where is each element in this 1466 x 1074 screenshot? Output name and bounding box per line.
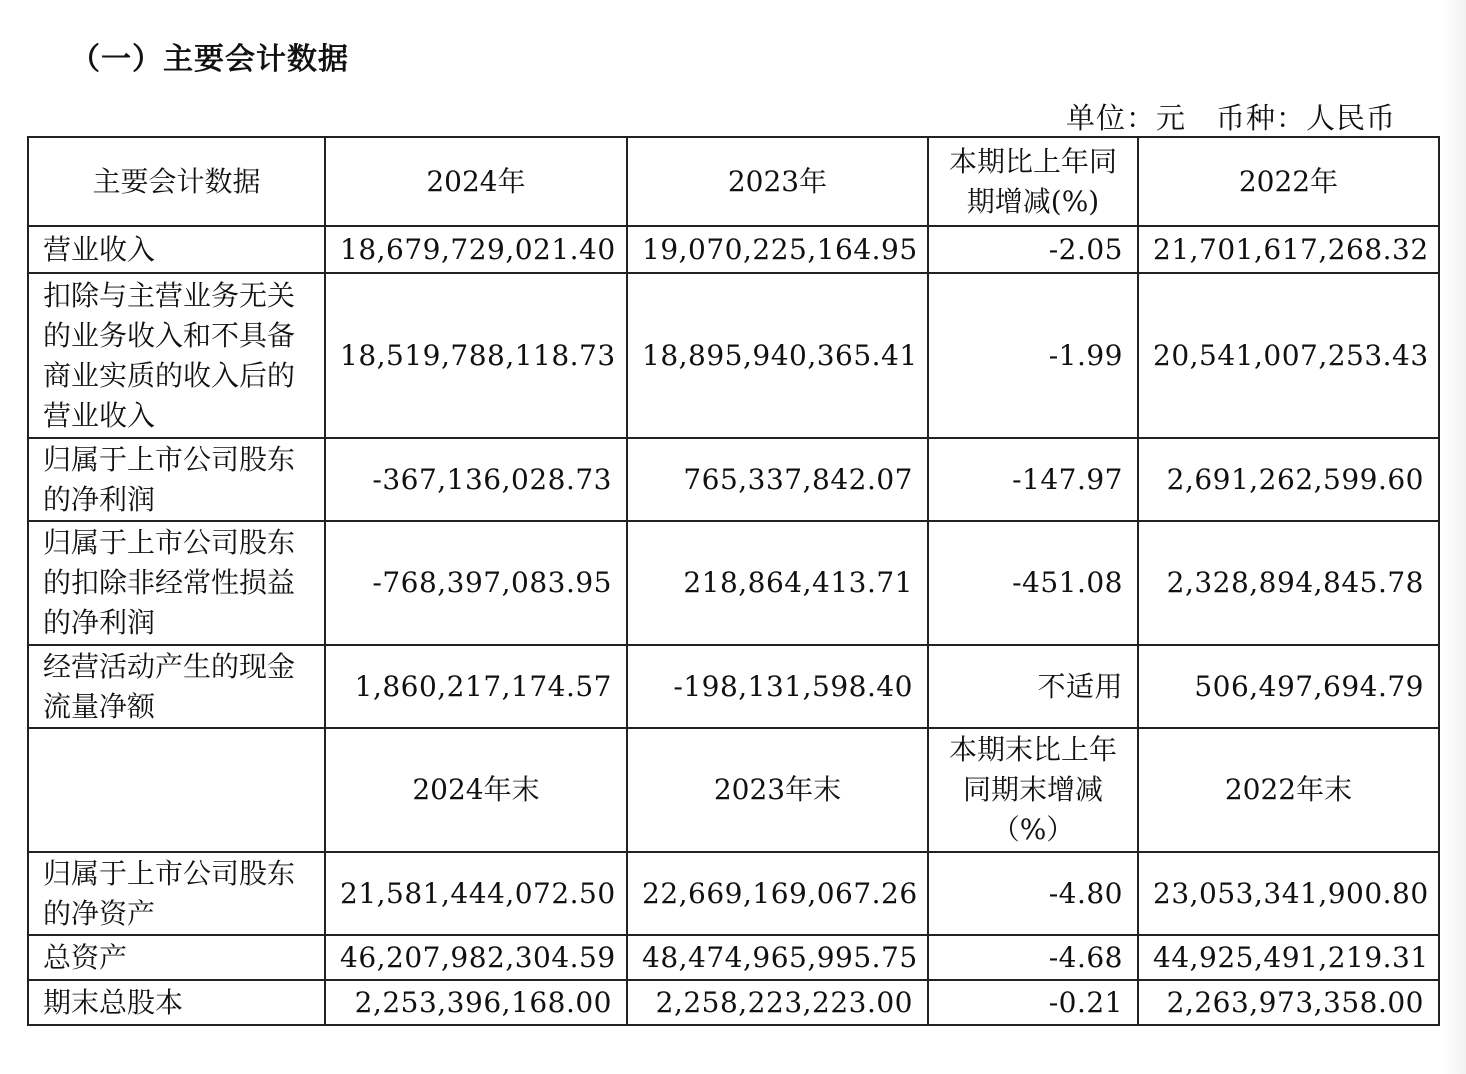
unit-currency-note xyxy=(1066,96,1396,137)
row-label: 归属于上市公司股东的扣除非经常性损益的净利润 xyxy=(28,521,325,645)
cell-2022: 2,328,894,845.78 xyxy=(1138,521,1439,645)
cell-2023: 2,258,223,223.00 xyxy=(627,980,928,1025)
cell-2023: 218,864,413.71 xyxy=(627,521,928,645)
subheader-change: 本期末比上年同期末增减（%） xyxy=(928,728,1138,852)
table-header-row xyxy=(28,137,1439,226)
cell-2024: 2,253,396,168.00 xyxy=(325,980,627,1025)
cell-2022: 2,691,262,599.60 xyxy=(1138,438,1439,521)
cell-2022: 23,053,341,900.80 xyxy=(1138,852,1439,935)
cell-2024: 46,207,982,304.59 xyxy=(325,935,627,980)
cell-change: -147.97 xyxy=(928,438,1138,521)
cell-2023: 48,474,965,995.75 xyxy=(627,935,928,980)
header-change: 本期比上年同期增减(%) xyxy=(928,137,1138,226)
cell-change: -0.21 xyxy=(928,980,1138,1025)
table-subheader-row xyxy=(28,728,1439,852)
header-2024: 2024年 xyxy=(325,137,627,226)
cell-2024: 18,679,729,021.40 xyxy=(325,226,627,273)
header-2023: 2023年 xyxy=(627,137,928,226)
header-2022: 2022年 xyxy=(1138,137,1439,226)
section-title: （一）主要会计数据 xyxy=(70,42,349,77)
row-label: 期末总股本 xyxy=(28,980,325,1025)
cell-2024: -768,397,083.95 xyxy=(325,521,627,645)
main-accounting-data-table xyxy=(27,136,1440,1026)
subheader-2023: 2023年末 xyxy=(627,728,928,852)
cell-2024: 18,519,788,118.73 xyxy=(325,273,627,438)
cell-2022: 44,925,491,219.31 xyxy=(1138,935,1439,980)
unit-label: 单位：元 xyxy=(1065,101,1186,135)
cell-change: -451.08 xyxy=(928,521,1138,645)
cell-2023: 19,070,225,164.95 xyxy=(627,226,928,273)
table-row xyxy=(28,935,1439,980)
row-label: 总资产 xyxy=(28,935,325,980)
subheader-item xyxy=(28,728,325,852)
currency-label: 币种：人民币 xyxy=(1215,101,1396,135)
page-edge-shade xyxy=(1444,0,1466,1074)
table-row xyxy=(28,273,1439,438)
cell-2023: 22,669,169,067.26 xyxy=(627,852,928,935)
cell-2024: -367,136,028.73 xyxy=(325,438,627,521)
cell-change: -1.99 xyxy=(928,273,1138,438)
subheader-2024: 2024年末 xyxy=(325,728,627,852)
cell-2023: 765,337,842.07 xyxy=(627,438,928,521)
cell-change: -4.68 xyxy=(928,935,1138,980)
table-row xyxy=(28,645,1439,728)
table-row xyxy=(28,438,1439,521)
table-row xyxy=(28,226,1439,273)
cell-2022: 20,541,007,253.43 xyxy=(1138,273,1439,438)
cell-change: 不适用 xyxy=(928,645,1138,728)
cell-2022: 2,263,973,358.00 xyxy=(1138,980,1439,1025)
table-row xyxy=(28,521,1439,645)
row-label: 归属于上市公司股东的净资产 xyxy=(28,852,325,935)
cell-2023: 18,895,940,365.41 xyxy=(627,273,928,438)
table-row xyxy=(28,980,1439,1025)
cell-2022: 506,497,694.79 xyxy=(1138,645,1439,728)
row-label: 归属于上市公司股东的净利润 xyxy=(28,438,325,521)
table-row xyxy=(28,852,1439,935)
subheader-2022: 2022年末 xyxy=(1138,728,1439,852)
row-label: 经营活动产生的现金流量净额 xyxy=(28,645,325,728)
row-label: 扣除与主营业务无关的业务收入和不具备商业实质的收入后的营业收入 xyxy=(28,273,325,438)
row-label: 营业收入 xyxy=(28,226,325,273)
cell-change: -2.05 xyxy=(928,226,1138,273)
cell-2022: 21,701,617,268.32 xyxy=(1138,226,1439,273)
cell-change: -4.80 xyxy=(928,852,1138,935)
cell-2024: 21,581,444,072.50 xyxy=(325,852,627,935)
cell-2024: 1,860,217,174.57 xyxy=(325,645,627,728)
header-item: 主要会计数据 xyxy=(28,137,325,226)
cell-2023: -198,131,598.40 xyxy=(627,645,928,728)
